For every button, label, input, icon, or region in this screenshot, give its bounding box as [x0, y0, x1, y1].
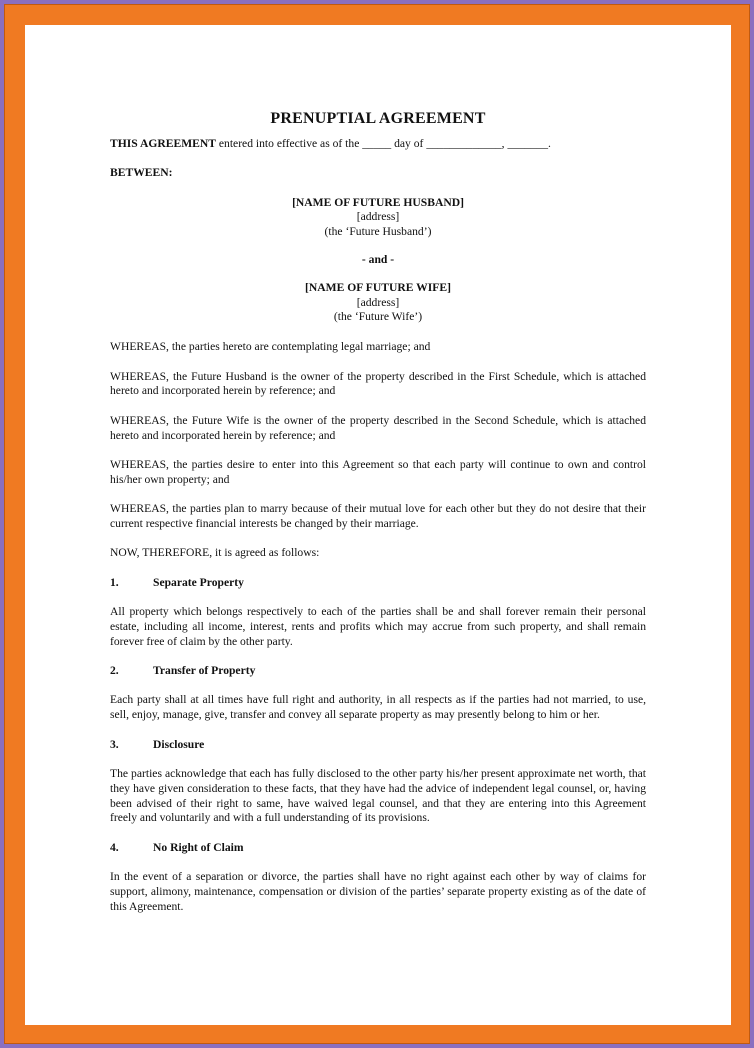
whereas-clause: WHEREAS, the parties plan to marry because of their mutual love for each other but they do not desire that their current respective financial interests be changed by their marriage. — [110, 502, 646, 530]
husband-name: [NAME OF FUTURE HUSBAND] — [292, 195, 464, 209]
document-content — [110, 112, 646, 929]
section-heading — [110, 576, 646, 591]
whereas-clause: WHEREAS, the parties hereto are contemplating legal marriage; and — [110, 340, 431, 354]
section-title: No Right of Claim — [153, 840, 244, 854]
husband-party-block — [110, 196, 646, 240]
section-heading — [110, 738, 646, 753]
document-frame — [4, 4, 750, 1044]
document-title: PRENUPTIAL AGREEMENT — [270, 110, 486, 127]
now-therefore-line: NOW, THEREFORE, it is agreed as follows: — [110, 546, 320, 560]
intro-bold: THIS AGREEMENT — [110, 136, 216, 150]
section-heading — [110, 841, 646, 856]
section-title: Disclosure — [153, 737, 205, 751]
section-3 — [110, 738, 646, 827]
section-body: Each party shall at all times have full right and authority, in all respects as if the parties had not married, to use, sell, enjoy, manage, give, transfer and convey all separate property as may presently belong to him or her. — [110, 693, 646, 722]
intro-rest: entered into effective as of the _____ day of _____________, _______. — [215, 136, 551, 150]
wife-alias: (the ‘Future Wife’) — [333, 310, 423, 324]
and-separator: - and - — [361, 252, 395, 266]
wife-name: [NAME OF FUTURE WIFE] — [305, 280, 451, 294]
section-number: 3. — [110, 737, 119, 751]
section-title: Separate Property — [153, 575, 244, 589]
between-label: BETWEEN: — [110, 166, 173, 180]
wife-address: [address] — [356, 295, 400, 309]
husband-address: [address] — [356, 210, 400, 224]
section-heading — [110, 664, 646, 679]
whereas-clause: WHEREAS, the Future Wife is the owner of the property described in the Second Schedule, which is attached hereto and incorporated herein by reference; and — [110, 413, 646, 442]
section-body: The parties acknowledge that each has fully disclosed to the other party his/her present approximate net worth, that they have given consideration to these facts, that they have had the advice of independent legal counsel, or, having been advised of their right to same, have waived legal counsel, and that they are entering into this Agreement freely and voluntarily and with a full understanding of its provisions. — [110, 767, 646, 825]
document-page — [25, 25, 731, 1025]
whereas-clause: WHEREAS, the Future Husband is the owner of the property described in the First Schedule, which is attached hereto and incorporated herein by reference; and — [110, 369, 646, 398]
section-2 — [110, 664, 646, 723]
section-title: Transfer of Property — [153, 664, 256, 678]
section-4 — [110, 841, 646, 915]
husband-alias: (the ‘Future Husband’) — [324, 225, 432, 239]
section-1 — [110, 576, 646, 650]
intro-line — [110, 137, 646, 152]
section-number: 1. — [110, 575, 119, 589]
section-number: 4. — [110, 840, 119, 854]
section-body: In the event of a separation or divorce, the parties shall have no right against each other by way of claims for support, alimony, maintenance, compensation or division of the parties’ separate property existing as of the date of this Agreement. — [110, 870, 646, 913]
whereas-clause: WHEREAS, the parties desire to enter into this Agreement so that each party will continue to own and control his/her own property; and — [110, 457, 646, 486]
wife-party-block — [110, 281, 646, 325]
section-number: 2. — [110, 664, 119, 678]
section-body: All property which belongs respectively to each of the parties shall be and shall forever remain their personal estate, including all income, interest, rents and profits which may accrue from such property, and shall remain forever free of claim by the other party. — [110, 605, 646, 648]
